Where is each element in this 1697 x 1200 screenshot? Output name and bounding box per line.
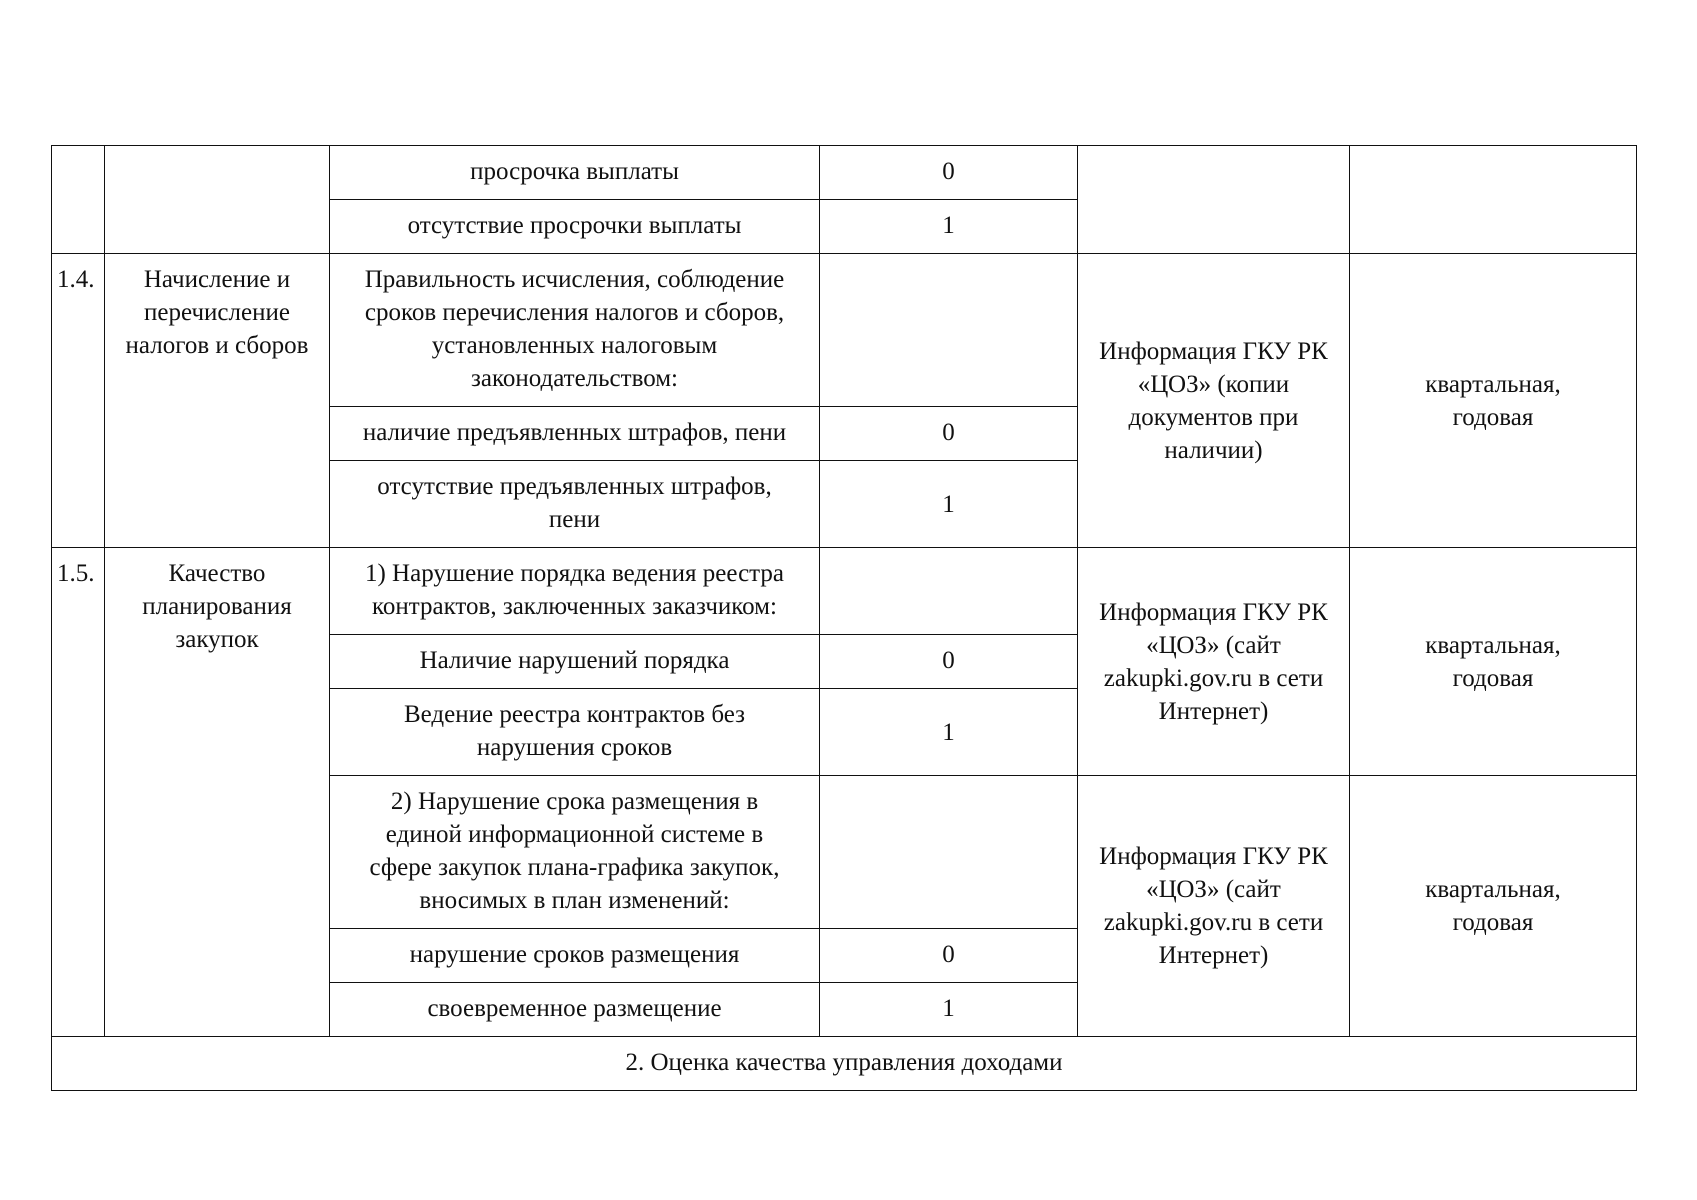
table-row (52, 548, 1637, 635)
frequency-cell: квартальная, годовая (1350, 776, 1637, 1037)
frequency-cell (1350, 146, 1637, 254)
criterion-cell: Наличие нарушений порядка (330, 635, 820, 689)
indicator-cell: Начисление и перечисление налогов и сборов (105, 254, 330, 548)
score-cell: 1 (820, 461, 1078, 548)
criterion-intro-cell: 1) Нарушение порядка ведения реестра контрактов, заключенных заказчиком: (330, 548, 820, 635)
criterion-intro-cell: Правильность исчисления, соблюдение сроков перечисления налогов и сборов, установленных налоговым законодательством: (330, 254, 820, 407)
criterion-intro-cell: 2) Нарушение срока размещения в единой информационной системе в сфере закупок плана-графика закупок, вносимых в план изменений: (330, 776, 820, 929)
section-header-row (52, 1037, 1637, 1091)
criterion-cell: своевременное размещение (330, 983, 820, 1037)
source-cell: Информация ГКУ РК «ЦОЗ» (сайт zakupki.gov.ru в сети Интернет) (1078, 776, 1350, 1037)
section-title: 2. Оценка качества управления доходами (52, 1037, 1637, 1091)
criterion-cell: просрочка выплаты (330, 146, 820, 200)
source-cell (1078, 146, 1350, 254)
score-cell (820, 254, 1078, 407)
number-cell (52, 146, 105, 254)
indicators-table (51, 145, 1637, 1091)
indicator-cell: Качество планирования закупок (105, 548, 330, 1037)
score-cell: 0 (820, 146, 1078, 200)
score-cell (820, 776, 1078, 929)
score-cell: 1 (820, 200, 1078, 254)
indicator-cell (105, 146, 330, 254)
criterion-cell: Ведение реестра контрактов без нарушения сроков (330, 689, 820, 776)
frequency-cell: квартальная, годовая (1350, 548, 1637, 776)
criterion-cell: наличие предъявленных штрафов, пени (330, 407, 820, 461)
score-cell: 0 (820, 635, 1078, 689)
number-cell: 1.5. (52, 548, 105, 1037)
criterion-cell: отсутствие просрочки выплаты (330, 200, 820, 254)
number-cell: 1.4. (52, 254, 105, 548)
score-cell: 1 (820, 689, 1078, 776)
score-cell (820, 548, 1078, 635)
frequency-cell: квартальная, годовая (1350, 254, 1637, 548)
score-cell: 0 (820, 407, 1078, 461)
source-cell: Информация ГКУ РК «ЦОЗ» (копии документов при наличии) (1078, 254, 1350, 548)
score-cell: 0 (820, 929, 1078, 983)
score-cell: 1 (820, 983, 1078, 1037)
criterion-cell: отсутствие предъявленных штрафов, пени (330, 461, 820, 548)
table-row (52, 146, 1637, 200)
source-cell: Информация ГКУ РК «ЦОЗ» (сайт zakupki.gov.ru в сети Интернет) (1078, 548, 1350, 776)
criterion-cell: нарушение сроков размещения (330, 929, 820, 983)
table-row (52, 254, 1637, 407)
